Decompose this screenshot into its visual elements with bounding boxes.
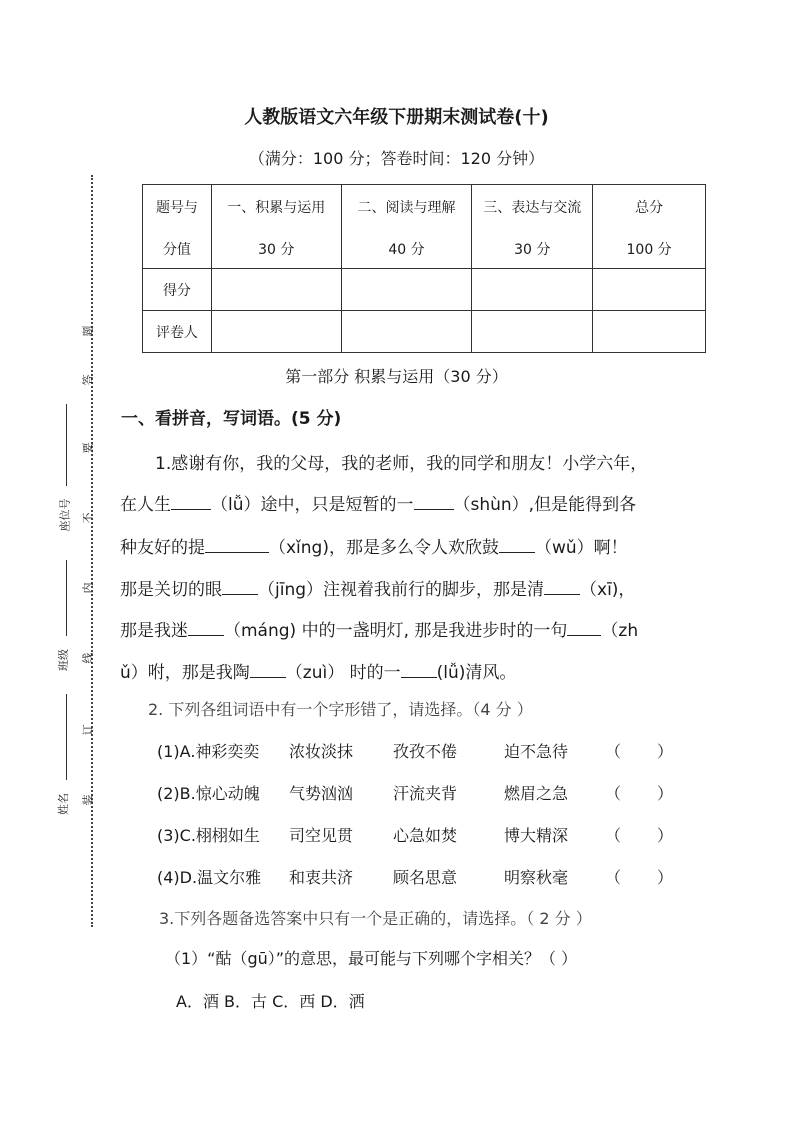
fold-char: 内: [81, 582, 95, 594]
answer-blank[interactable]: [222, 578, 258, 595]
table-cell: 一、积累与运用 30 分: [211, 185, 341, 269]
answer-blank[interactable]: [250, 661, 286, 678]
answer-blank[interactable]: [499, 536, 535, 553]
grader-cell[interactable]: [211, 311, 341, 353]
answer-bracket-open: （: [605, 868, 622, 887]
fold-char: 订: [81, 724, 95, 736]
class-label: 班级: [57, 649, 70, 671]
q1-line-3: 种友好的提 （xǐng)，那是多么令人欢欣鼓 （wǔ）啊！: [120, 538, 628, 558]
grader-row-label: 评卷人: [143, 311, 212, 353]
answer-blank[interactable]: [171, 493, 211, 510]
score-table: [142, 184, 706, 353]
answer-blank[interactable]: [414, 493, 454, 510]
q3-options[interactable]: A．酒 B．古 C．西 D．洒: [176, 992, 365, 1011]
exam-info: （满分：100 分；答卷时间：120 分钟）: [248, 149, 545, 168]
grader-cell[interactable]: [472, 311, 593, 353]
class-line[interactable]: [66, 560, 67, 636]
score-cell[interactable]: [472, 269, 593, 311]
part-heading: 第一部分 积累与运用（30 分）: [285, 367, 508, 386]
fold-char: 要: [81, 442, 95, 454]
q3-sub-question-1: （1）“酤（gū）”的意思，最可能与下列哪个字相关？（ ）: [165, 949, 578, 968]
score-cell[interactable]: [593, 269, 706, 311]
table-cell: 三、表达与交流 30 分: [472, 185, 593, 269]
answer-blank[interactable]: [544, 578, 580, 595]
answer-bracket-open: （: [605, 742, 622, 761]
score-cell[interactable]: [211, 269, 341, 311]
fold-char: 答: [81, 374, 95, 386]
table-cell: 题号与 分值: [143, 185, 212, 269]
table-cell: 总分 100 分: [593, 185, 706, 269]
score-row-label: 得分: [143, 269, 212, 311]
q1-line-5: 那是我迷 （máng) 中的一盏明灯, 那是我进步时的一句 （zh: [120, 621, 639, 641]
answer-blank[interactable]: [567, 619, 601, 636]
table-cell: 二、阅读与理解 40 分: [341, 185, 472, 269]
q1-line-6: ǔ）咐，那是我陶 （zuì） 时的一 (lǚ)清风。: [120, 663, 517, 683]
name-line[interactable]: [66, 694, 67, 780]
fold-char: 装: [81, 794, 95, 806]
answer-bracket-open: （: [605, 826, 622, 845]
q1-line-4: 那是关切的眼 （jīng）注视着我前行的脚步，那是清 （xī)，: [120, 580, 636, 600]
question-1-heading: 一、看拼音，写词语。(5 分): [121, 409, 342, 429]
fold-char: 题: [81, 325, 95, 337]
fold-char: 线: [81, 652, 95, 664]
answer-blank[interactable]: [401, 661, 437, 678]
answer-blank[interactable]: [205, 536, 269, 553]
q1-line-1: 1.感谢有你，我的父母，我的老师，我的同学和朋友！小学六年，: [155, 454, 648, 474]
answer-blank[interactable]: [188, 619, 224, 636]
seat-number-line[interactable]: [66, 404, 67, 486]
name-label: 姓名: [57, 793, 70, 815]
seat-number-label: 座位号: [58, 498, 72, 532]
question-2-heading: 2. 下列各组词语中有一个字形错了，请选择。（4 分 ）: [148, 700, 533, 719]
score-cell[interactable]: [341, 269, 472, 311]
binding-dotted-line: [91, 175, 93, 927]
page-title: 人教版语文六年级下册期末测试卷(十): [244, 107, 549, 128]
fold-char: 不: [81, 512, 95, 524]
q1-line-2: 在人生 （lǚ）途中，只是短暂的一 （shùn）,但是能得到各: [120, 495, 637, 515]
grader-cell[interactable]: [341, 311, 472, 353]
answer-bracket-open: （: [605, 784, 622, 803]
grader-cell[interactable]: [593, 311, 706, 353]
question-3-heading: 3.下列各题备选答案中只有一个是正确的，请选择。（ 2 分 ）: [159, 909, 592, 928]
